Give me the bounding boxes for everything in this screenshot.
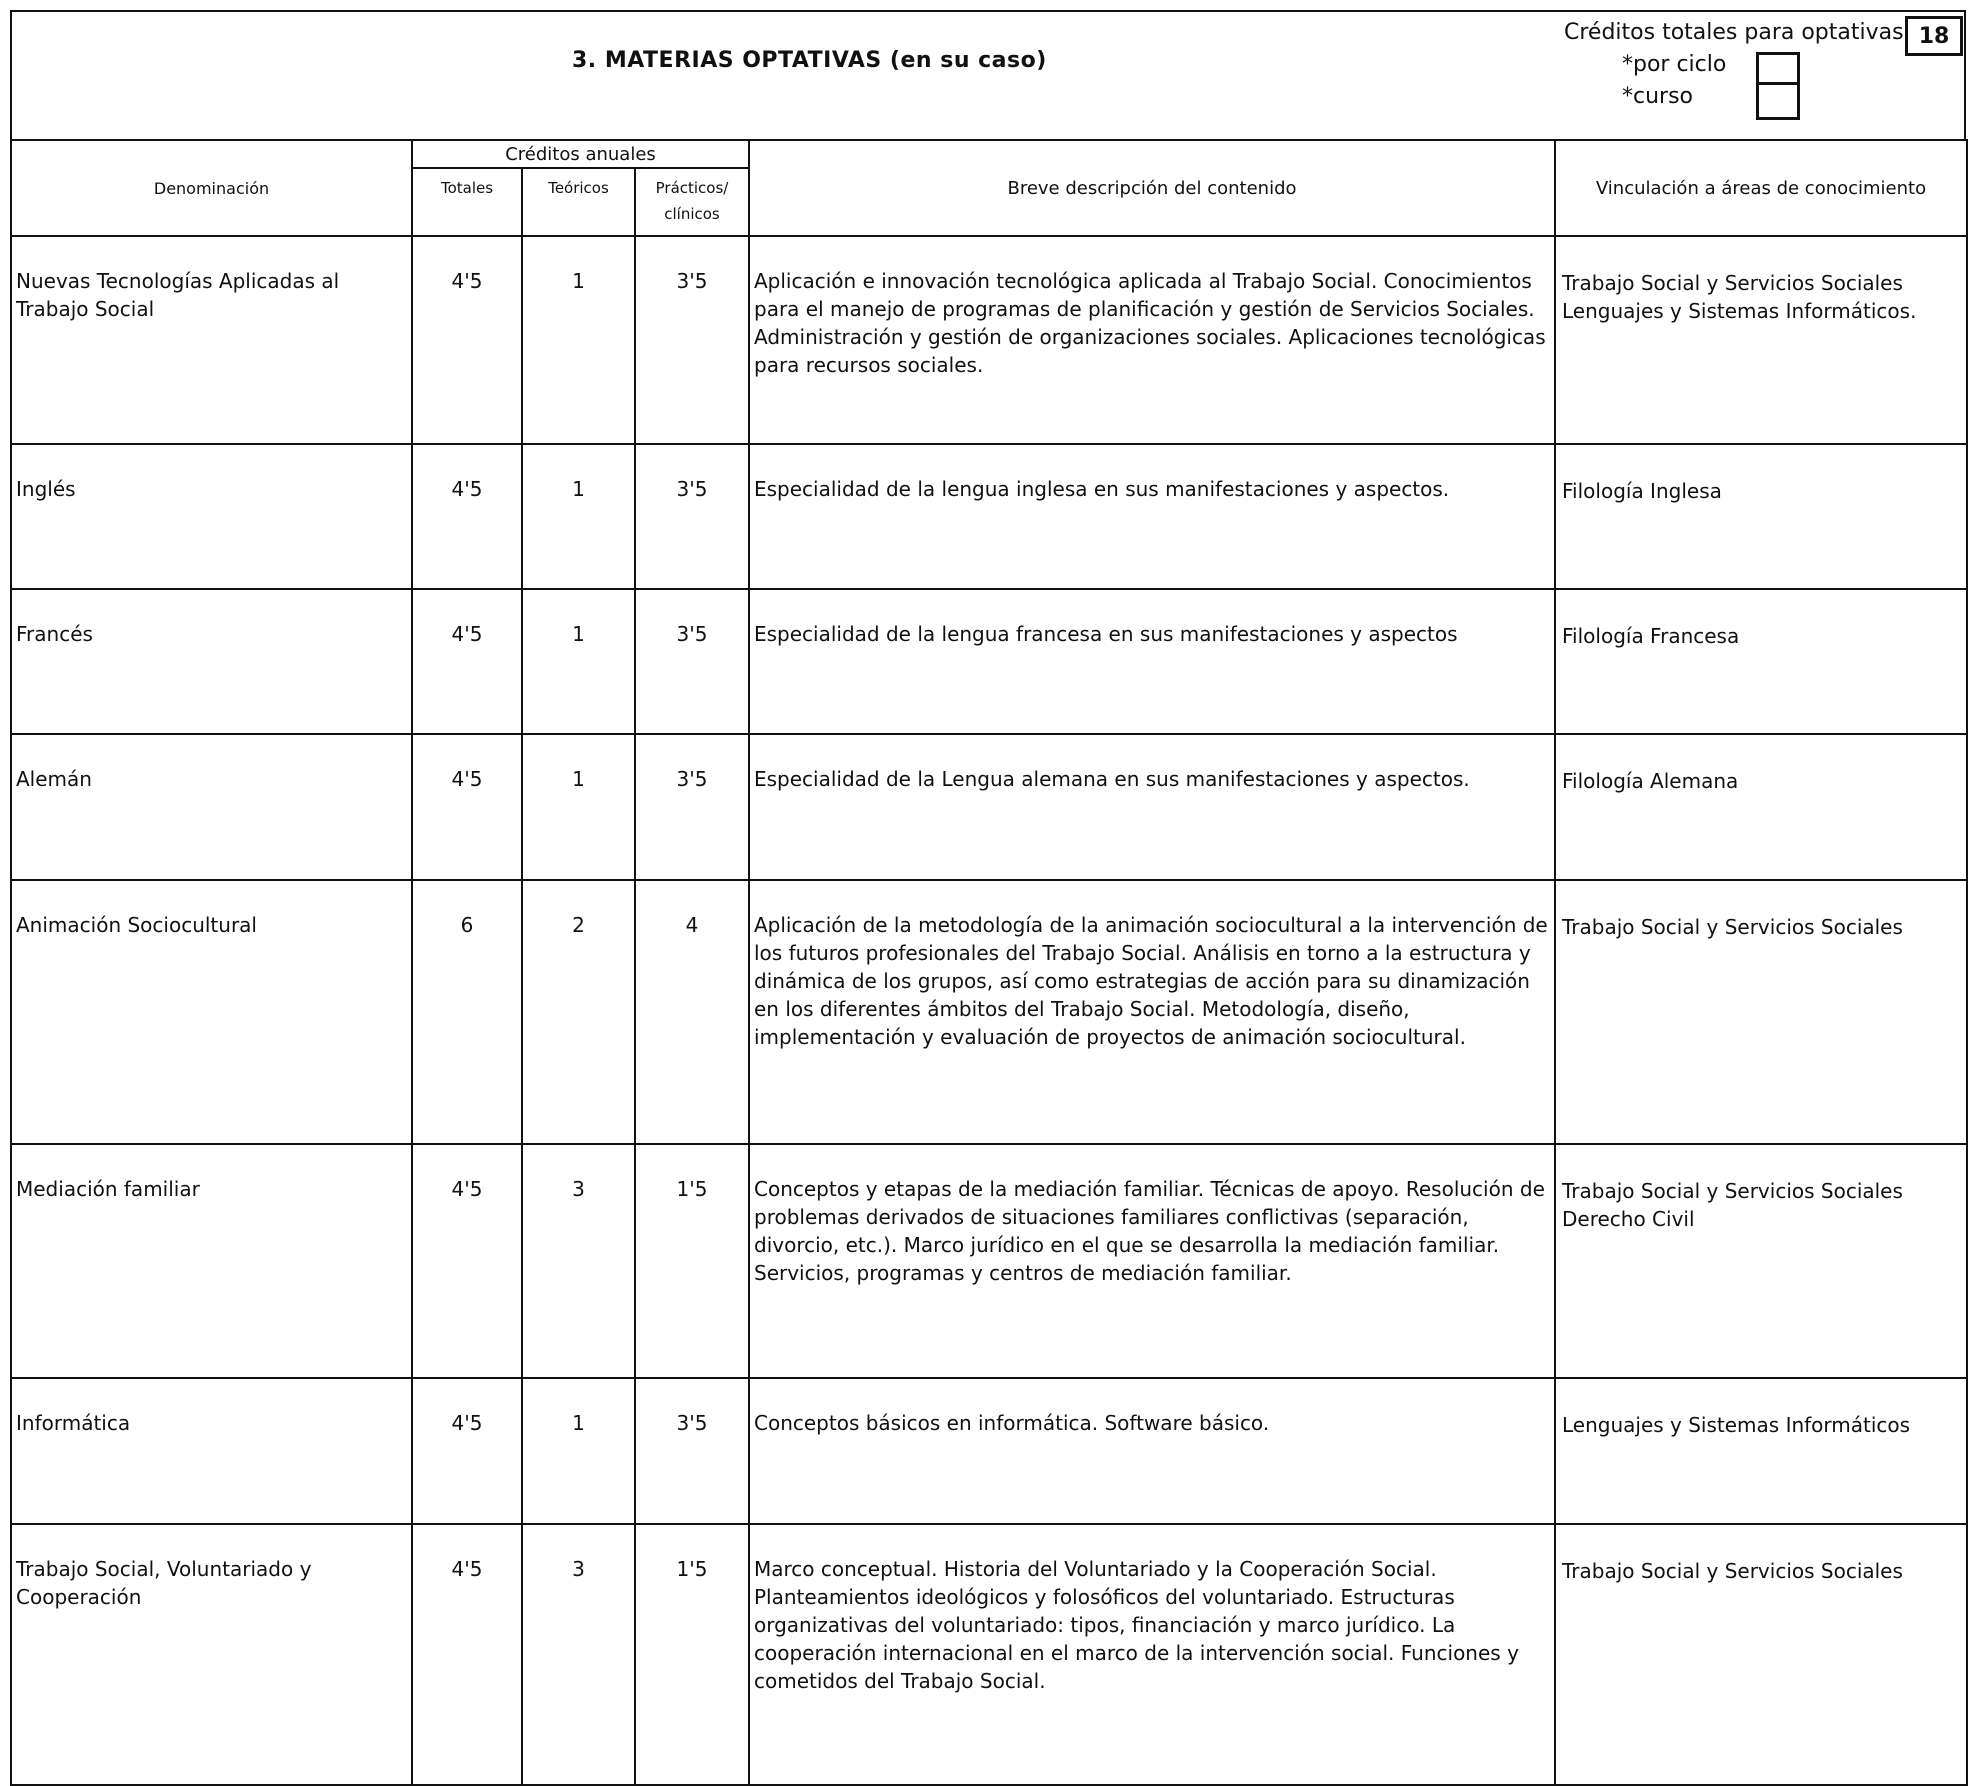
table-row: [11, 880, 1967, 1144]
credits-totales: 4'5: [412, 734, 522, 880]
header-totales: Totales: [412, 168, 522, 236]
subject-name: Animación Sociocultural: [11, 880, 412, 1144]
subject-area: Filología Inglesa: [1555, 444, 1967, 589]
table-row: [11, 1378, 1967, 1524]
subject-area: Trabajo Social y Servicios Sociales Derecho Civil: [1555, 1144, 1967, 1378]
credits-practicos: 3'5: [635, 444, 749, 589]
por-ciclo-checkbox: [1756, 52, 1800, 85]
credits-practicos: 4: [635, 880, 749, 1144]
section-title: 3. MATERIAS OPTATIVAS (en su caso): [572, 48, 1047, 73]
credits-totales: 4'5: [412, 1524, 522, 1785]
subject-area: Filología Francesa: [1555, 589, 1967, 734]
credits-totales: 6: [412, 880, 522, 1144]
header-block: [10, 10, 1966, 141]
credits-totales: 4'5: [412, 589, 522, 734]
credits-teoricos: 1: [522, 589, 635, 734]
subject-area: Lenguajes y Sistemas Informáticos: [1555, 1378, 1967, 1524]
subject-description: Especialidad de la lengua inglesa en sus manifestaciones y aspectos.: [749, 444, 1555, 589]
header-descripcion: Breve descripción del contenido: [749, 140, 1555, 236]
table-row: [11, 1524, 1967, 1785]
subject-name: Nuevas Tecnologías Aplicadas al Trabajo Social: [11, 236, 412, 444]
subject-area: Trabajo Social y Servicios Sociales Lenguajes y Sistemas Informáticos.: [1555, 236, 1967, 444]
subject-description: Conceptos básicos en informática. Software básico.: [749, 1378, 1555, 1524]
table-row: [11, 589, 1967, 734]
credits-practicos: 3'5: [635, 236, 749, 444]
credits-total-label: Créditos totales para optativas: [1564, 20, 1904, 45]
credits-teoricos: 1: [522, 236, 635, 444]
table-row: [11, 444, 1967, 589]
header-practicos: Prácticos/ clínicos: [635, 168, 749, 236]
credits-practicos: 1'5: [635, 1524, 749, 1785]
curso-checkbox: [1756, 82, 1800, 120]
subject-description: Aplicación de la metodología de la animación sociocultural a la intervención de los futuros profesionales del Trabajo Social. Análisis en torno a la estructura y dinámica de los grupos, así como estrategias de acción para su dinamización en los diferentes ámbitos del Trabajo Social. Metodología, diseño, implementación y evaluación de proyectos de animación sociocultural.: [749, 880, 1555, 1144]
credits-totales: 4'5: [412, 444, 522, 589]
credits-practicos: 3'5: [635, 589, 749, 734]
subject-name: Inglés: [11, 444, 412, 589]
subjects-table-wrapper: [10, 139, 1966, 1786]
credits-practicos: 3'5: [635, 734, 749, 880]
subject-area: Trabajo Social y Servicios Sociales: [1555, 880, 1967, 1144]
table-row: [11, 734, 1967, 880]
document-sheet: [10, 10, 1966, 1693]
subject-name: Alemán: [11, 734, 412, 880]
header-vinculacion: Vinculación a áreas de conocimiento: [1555, 140, 1967, 236]
subject-description: Marco conceptual. Historia del Voluntariado y la Cooperación Social. Planteamientos ideológicos y folosóficos del voluntariado. Estructuras organizativas del voluntariado: tipos, financiación y marco jurídico. La cooperación internacional en el marco de la intervención social. Funciones y cometidos del Trabajo Social.: [749, 1524, 1555, 1785]
table-row: [11, 236, 1967, 444]
credits-totales: 4'5: [412, 1378, 522, 1524]
subject-name: Informática: [11, 1378, 412, 1524]
credits-teoricos: 2: [522, 880, 635, 1144]
credits-teoricos: 3: [522, 1144, 635, 1378]
subject-name: Trabajo Social, Voluntariado y Cooperación: [11, 1524, 412, 1785]
credits-teoricos: 1: [522, 734, 635, 880]
subject-description: Especialidad de la lengua francesa en sus manifestaciones y aspectos: [749, 589, 1555, 734]
por-ciclo-label: *por ciclo: [1622, 52, 1727, 77]
credits-teoricos: 1: [522, 444, 635, 589]
subjects-table: [10, 139, 1968, 1786]
subject-description: Conceptos y etapas de la mediación familiar. Técnicas de apoyo. Resolución de problemas derivados de situaciones familiares conflictivas (separación, divorcio, etc.). Marco jurídico en el que se desarrolla la mediación familiar. Servicios, programas y centros de mediación familiar.: [749, 1144, 1555, 1378]
credits-practicos: 3'5: [635, 1378, 749, 1524]
credits-practicos: 1'5: [635, 1144, 749, 1378]
credits-teoricos: 1: [522, 1378, 635, 1524]
subject-description: Aplicación e innovación tecnológica aplicada al Trabajo Social. Conocimientos para el manejo de programas de planificación y gestión de Servicios Sociales. Administración y gestión de organizaciones sociales. Aplicaciones tecnológicas para recursos sociales.: [749, 236, 1555, 444]
subject-name: Mediación familiar: [11, 1144, 412, 1378]
subject-area: Trabajo Social y Servicios Sociales: [1555, 1524, 1967, 1785]
credits-totales: 4'5: [412, 236, 522, 444]
curso-label: *curso: [1622, 84, 1694, 109]
header-teoricos: Teóricos: [522, 168, 635, 236]
credits-totales: 4'5: [412, 1144, 522, 1378]
subject-description: Especialidad de la Lengua alemana en sus manifestaciones y aspectos.: [749, 734, 1555, 880]
credits-teoricos: 3: [522, 1524, 635, 1785]
subject-name: Francés: [11, 589, 412, 734]
header-creditos-anuales: Créditos anuales: [412, 140, 749, 168]
header-denominacion: Denominación: [11, 140, 412, 236]
table-row: [11, 1144, 1967, 1378]
subject-area: Filología Alemana: [1555, 734, 1967, 880]
credits-total-value: 18: [1905, 16, 1963, 56]
